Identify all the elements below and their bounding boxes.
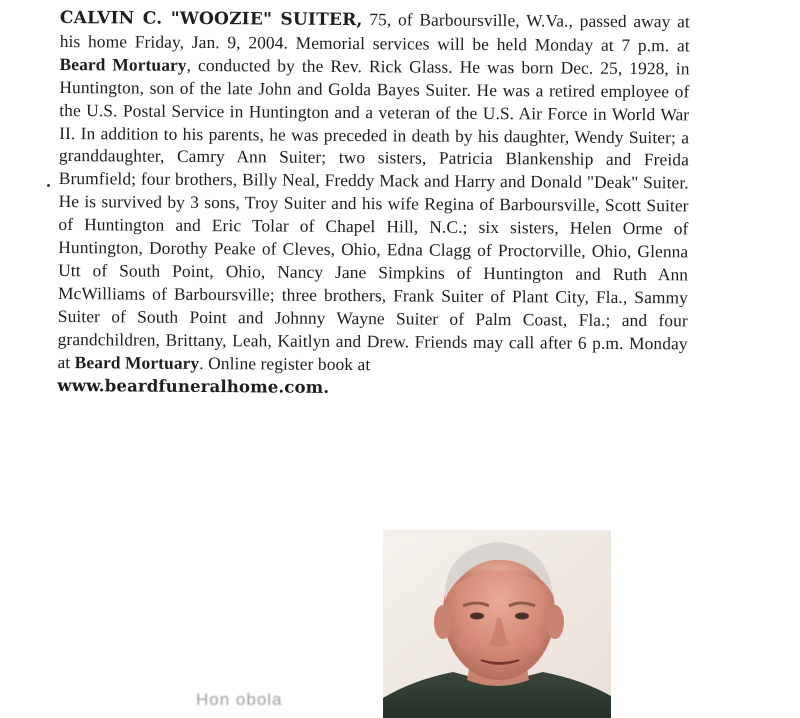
deceased-name: CALVIN C. "WOOZIE" SUITER,	[59, 7, 363, 31]
register-note: . Online register book at	[199, 352, 371, 374]
mortuary-name: Beard Mortuary	[74, 351, 200, 373]
scan-speck	[47, 184, 50, 187]
funeral-home-website: www.beardfuneralhome.com	[57, 374, 324, 397]
mortuary-name: Beard Mortuary	[59, 53, 187, 75]
obituary-text	[57, 6, 690, 401]
obituary-intro: 75, of Barboursville, W.Va., passed away at his home Friday, Jan. 9, 2004. Memorial services will be held Monday at 7 p.m. at	[59, 9, 690, 56]
closing-period: .	[323, 376, 330, 397]
portrait-image	[383, 530, 611, 718]
obituary-body: , conducted by the Rev. Rick Glass. He was born Dec. 25, 1928, in Huntington, son of the late John and Golda Bayes Suiter. He was a retired employee of the U.S. Postal Service in Huntington and a veteran of the U.S. Air Force in World War II. In addition to his parents, he was preceded in death by his daughter, Wendy Suiter; a granddaughter, Camry Ann Suiter; two sisters, Patricia Blankenship and Freida Brumfield; four brothers, Billy Neal, Freddy Mack and Harry and Donald "Deak" Suiter. He is survived by 3 sons, Troy Suiter and his wife Regina of Barboursville, Scott Suiter of Huntington and Eric Tolar of Chapel Hill, N.C.; six sisters, Helen Orme of Huntington, Dorothy Peake of Cleves, Ohio, Edna Clagg of Proctorville, Ohio, Glenna Utt of South Point, Ohio, Nancy Jane Simpkins of Huntington and Ruth Ann McWilliams of Barboursville; three brothers, Frank Suiter of Plant City, Fla., Sammy Suiter of South Point and Johnny Wayne Suiter of Palm Coast, Fla.; and four grandchildren, Brittany, Leah, Kaitlyn and Drew. Friends may call after 6 p.m. Monday at	[57, 54, 690, 372]
photo-caption-fragment: Hon obola	[196, 690, 283, 709]
portrait-photo	[383, 530, 611, 718]
